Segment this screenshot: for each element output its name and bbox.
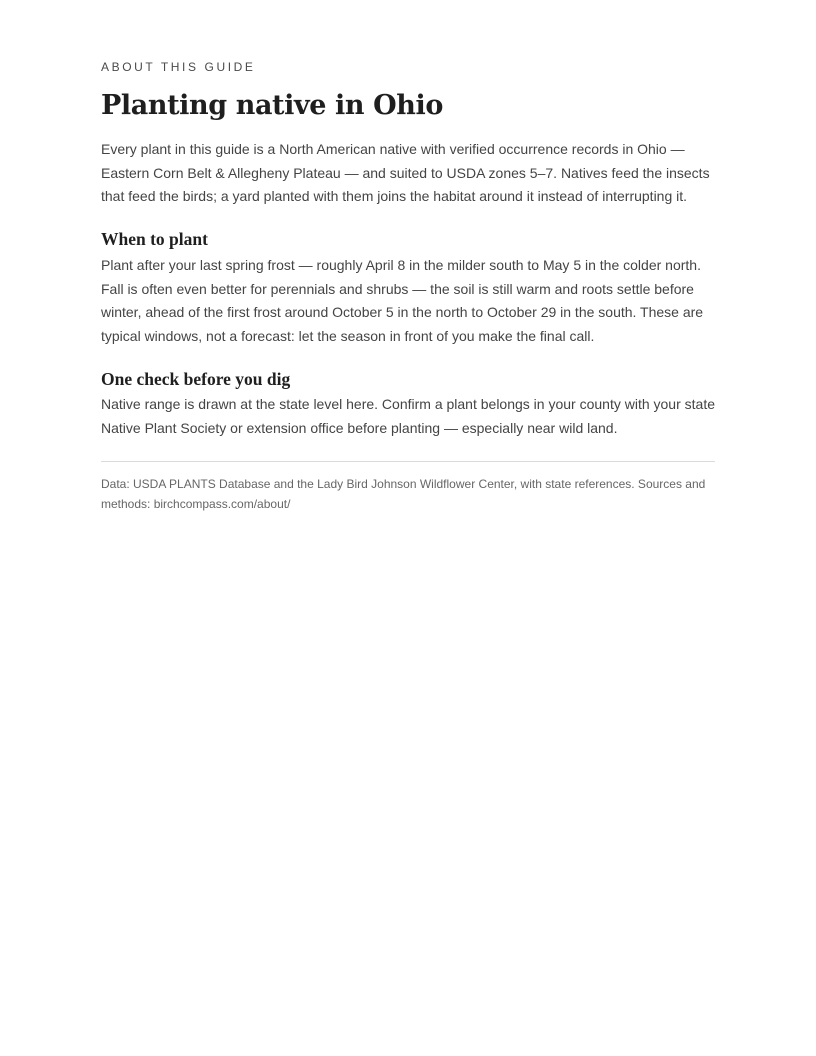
check-before-dig-heading: One check before you dig [101,369,291,389]
divider [101,461,715,462]
page-title: Planting native in Ohio [101,90,443,121]
section-eyebrow: ABOUT THIS GUIDE [101,60,256,74]
intro-paragraph: Every plant in this guide is a North American native with verified occurrence records in Ohio — Eastern Corn Belt & Allegheny Plateau — and suited to USDA zones 5–7. Natives feed the insects that feed the birds; a yard planted with them joins the habitat around it instead of interrupting it. [101,141,710,204]
check-before-dig-paragraph: Native range is drawn at the state level here. Confirm a plant belongs in your county with your state Native Plant Society or extension office before planting — especially near wild land. [101,396,715,436]
data-sources-footnote: Data: USDA PLANTS Database and the Lady Bird Johnson Wildflower Center, with state references. Sources and methods: birchcompass.com/about/ [101,477,706,511]
when-to-plant-heading: When to plant [101,229,208,249]
when-to-plant-paragraph: Plant after your last spring frost — roughly April 8 in the milder south to May 5 in the colder north. Fall is often even better for perennials and shrubs — the soil is still warm and roots settle before winter, ahead of the first frost around October 5 in the north to October 29 in the south. These are typical windows, not a forecast: let the season in front of you make the final call. [101,257,704,344]
